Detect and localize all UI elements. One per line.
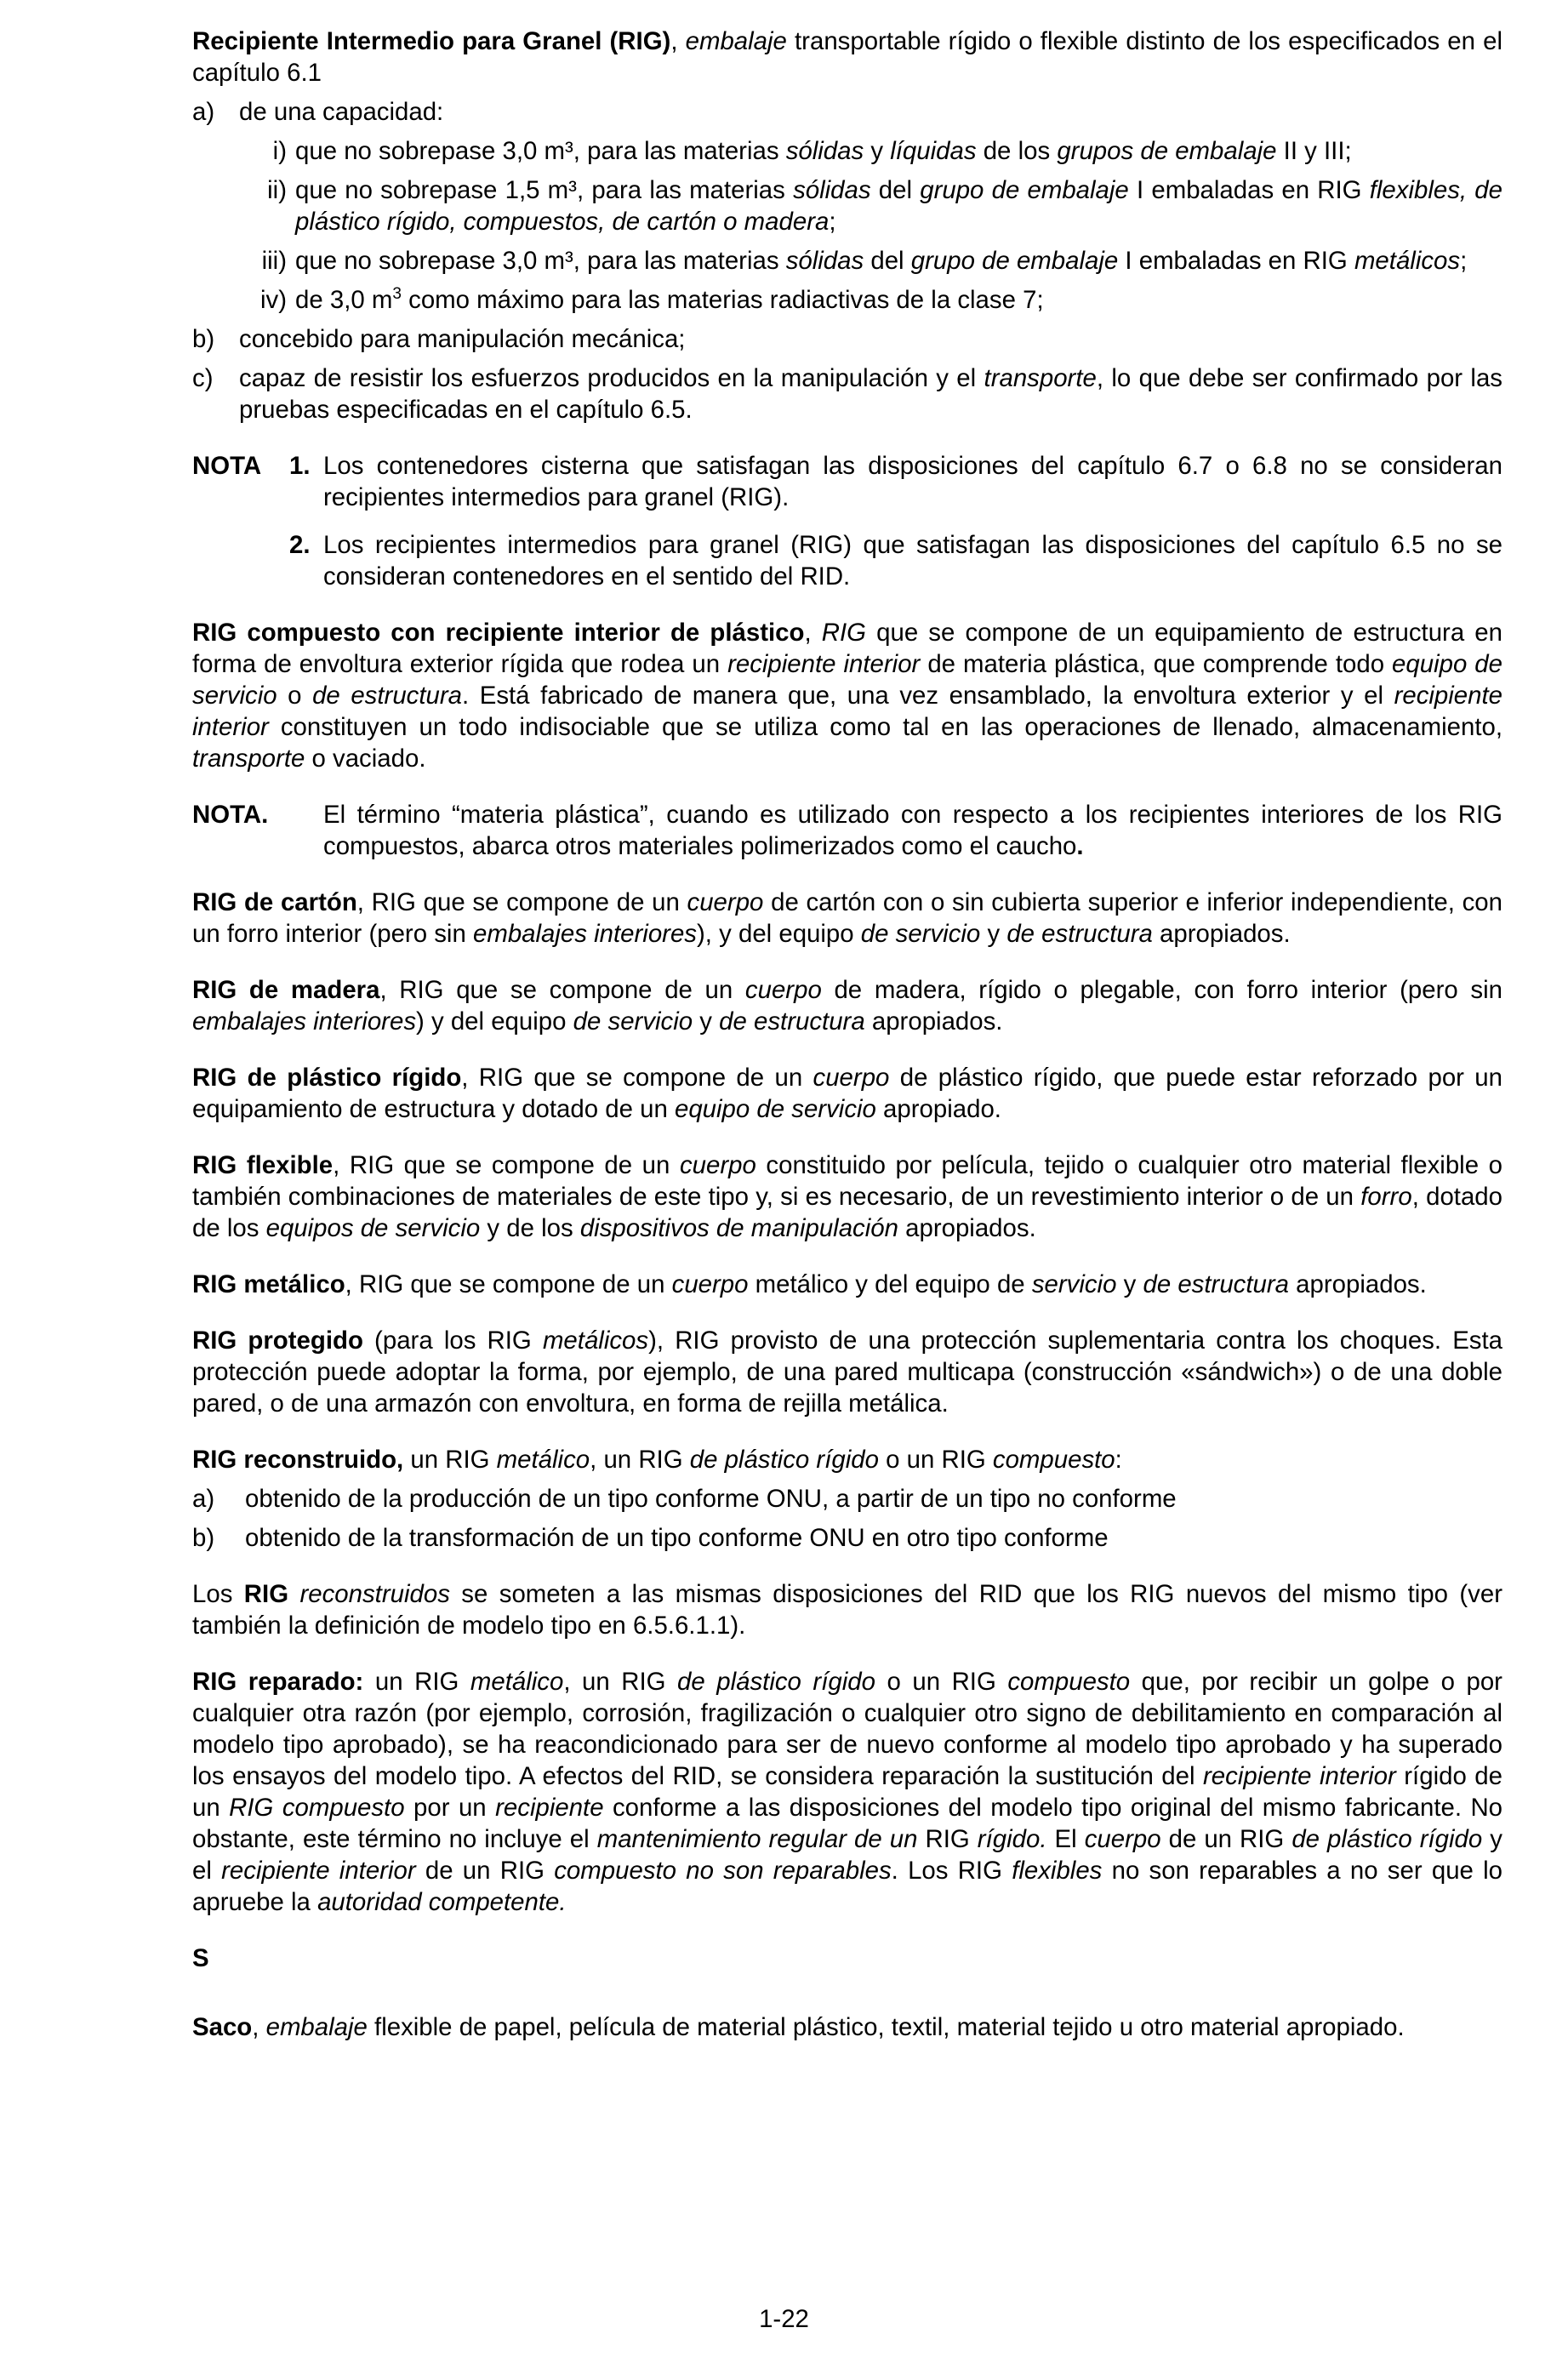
note: NOTA. El término “materia plástica”, cuando es utilizado con respecto a los recipientes interiores de los RIG compuestos, abarca otros materiales polimerizados como el caucho. (192, 801, 1502, 860)
list-item: iv) de 3,0 $m^3$ como máximo para las materias radiactivas de la clase 7; (259, 285, 1044, 314)
definition-saco: Saco, embalaje flexible de papel, película de material plástico, textil, material tejido u otro material apropiado. (192, 2013, 1405, 2041)
definition-flexible: RIG flexible, RIG que se compone de un cuerpo constituido por película, tejido o cualquier otro material flexible o también combinaciones de materiales de este tipo y, si es necesario, de un revestimiento interior o de un forro, dotado de los equipos de servicio y de los dispositivos de manipulación apropiados. (192, 1151, 1502, 1242)
definition-rig (192, 26, 1502, 592)
list-item: a) de una capacidad: (192, 98, 444, 126)
page-number: 1-22 (759, 2305, 809, 2333)
definition-madera: RIG de madera, RIG que se compone de un cuerpo de madera, rígido o plegable, con forro interior (pero sin embalajes interiores) y del equipo de servicio y de estructura apropiados. (192, 976, 1502, 1036)
list-item: a) obtenido de la producción de un tipo conforme ONU, a partir de un tipo no conforme (192, 1485, 1177, 1513)
definition-compuesto: RIG compuesto con recipiente interior de plástico, RIG que se compone de un equipamiento de estructura en forma de envoltura exterior rígida que rodea un recipiente interior de materia plástica, que comprende todo equipo de servicio o de estructura. Está fabricado de manera que, una vez ensamblado, la envoltura exterior y el recipiente interior constituyen un todo indisociable que se utiliza como tal en las operaciones de llenado, almacenamiento, transporte o vaciado. NOTA. El término “materia plástica”, cuando es utilizado con respecto a los recipientes interiores de los RIG compuestos, abarca otros materiales polimerizados como el caucho. (192, 619, 1502, 860)
definition-protegido: RIG protegido (para los RIG metálicos), RIG provisto de una protección suplementaria contra los choques. Esta protección puede adoptar la forma, por ejemplo, de una pared multicapa (construcción «sándwich») o de una doble pared, o de una armazón con envoltura, en forma de rejilla metálica. (192, 1326, 1502, 1418)
definition-plastico: RIG de plástico rígido, RIG que se compone de un cuerpo de plástico rígido, que puede estar reforzado por un equipamiento de estructura y dotado de un equipo de servicio apropiado. (192, 1064, 1502, 1123)
list-item: iii) que no sobrepase 3,0 m³, para las materias sólidas del grupo de embalaje I embaladas en RIG metálicos; (261, 247, 1468, 275)
list-item: ii) que no sobrepase 1,5 m³, para las materias sólidas del grupo de embalaje I embaladas en RIG flexibles, de plástico rígido, compuestos, de cartón o madera; (267, 176, 1502, 236)
note: NOTA 1. Los contenedores cisterna que satisfagan las disposiciones del capítulo 6.7 o 6.8 no se consideran recipientes intermedios para granel (RIG). (192, 452, 1502, 511)
section-letter: S (192, 1944, 209, 1972)
document-page (192, 26, 1502, 2043)
definition-carton: RIG de cartón, RIG que se compone de un cuerpo de cartón con o sin cubierta superior e inferior independiente, con un forro interior (pero sin embalajes interiores), y del equipo de servicio y de estructura apropiados. (192, 888, 1502, 948)
term: Recipiente Intermedio para Granel (RIG) (192, 27, 671, 55)
note: 2. Los recipientes intermedios para granel (RIG) que satisfagan las disposiciones del capítulo 6.5 no se consideran contenedores en el sentido del RID. (289, 531, 1502, 590)
list-item: b) obtenido de la transformación de un tipo conforme ONU en otro tipo conforme (192, 1524, 1109, 1552)
definition-text: Recipiente Intermedio para Granel (RIG), embalaje transportable rígido o flexible distinto de los especificados en el capítulo 6.1 (192, 27, 1502, 87)
list-item: c) capaz de resistir los esfuerzos producidos en la manipulación y el transporte, lo que debe ser confirmado por las pruebas especificadas en el capítulo 6.5. (192, 364, 1503, 424)
list-item: i) que no sobrepase 3,0 m³, para las materias sólidas y líquidas de los grupos de embalaje II y III; (272, 137, 1352, 165)
definition-metalico: RIG metálico, RIG que se compone de un cuerpo metálico y del equipo de servicio y de estructura apropiados. (192, 1270, 1427, 1298)
definition-reconstruido: RIG reconstruido, un RIG metálico, un RIG de plástico rígido o un RIG compuesto: a) obtenido de la producción de un tipo conforme ONU, a partir de un tipo no conforme b) obtenido de la transformación de un tipo conforme ONU en otro tipo conforme Los RIG reconstruidos se someten a las mismas disposiciones del RID que los RIG nuevos del mismo tipo (ver también la definición de modelo tipo en 6.5.6.1.1). (192, 1446, 1502, 1640)
list-item: b) concebido para manipulación mecánica; (192, 325, 686, 353)
definition-reparado: RIG reparado: un RIG metálico, un RIG de plástico rígido o un RIG compuesto que, por recibir un golpe o por cualquier otra razón (por ejemplo, corrosión, fragilización o cualquier otro signo de debilitamiento en comparación al modelo tipo aprobado), se ha reacondicionado para ser de nuevo conforme al modelo tipo aprobado y ha superado los ensayos del modelo tipo. A efectos del RID, se considera reparación la sustitución del recipiente interior rígido de un RIG compuesto por un recipiente conforme a las disposiciones del modelo tipo original del mismo fabricante. No obstante, este término no incluye el mantenimiento regular de un RIG rígido. El cuerpo de un RIG de plástico rígido y el recipiente interior de un RIG compuesto no son reparables. Los RIG flexibles no son reparables a no ser que lo apruebe la autoridad competente. (192, 1668, 1503, 1916)
